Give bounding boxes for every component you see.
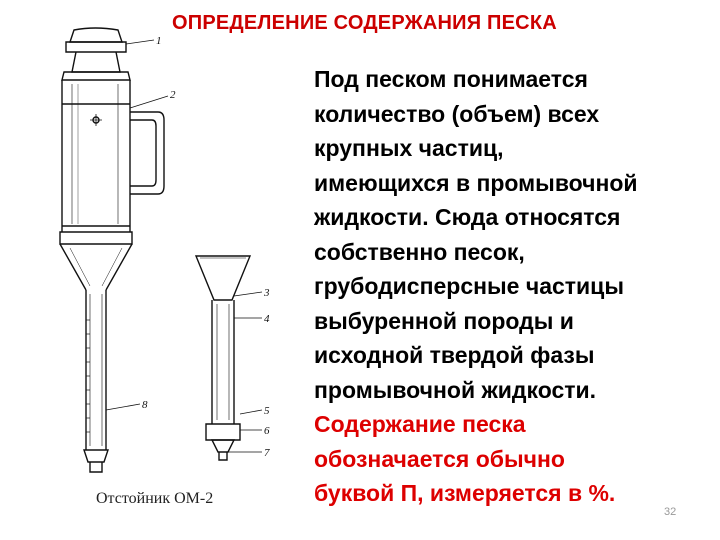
page-number: 32 bbox=[664, 506, 677, 518]
callout-2: 2 bbox=[170, 89, 176, 101]
callout-4: 4 bbox=[264, 313, 270, 325]
body-line: Под песком понимается bbox=[314, 66, 588, 92]
callout-1: 1 bbox=[156, 35, 162, 47]
body-line: грубодисперсные частицы bbox=[314, 273, 624, 299]
figure-caption: Отстойник ОМ-2 bbox=[96, 490, 214, 507]
body-line: имеющихся в промывочной bbox=[314, 169, 638, 196]
highlight-line: буквой П, измеряется в %. bbox=[314, 480, 616, 506]
body-line: собственно песок, bbox=[314, 238, 525, 265]
body-line: выбуренной породы и bbox=[314, 307, 574, 334]
callout-7: 7 bbox=[264, 447, 270, 459]
slide-title: ОПРЕДЕЛЕНИЕ СОДЕРЖАНИЯ ПЕСКА bbox=[172, 12, 557, 34]
body-line: количество (объем) всех bbox=[314, 100, 600, 127]
body-line: жидкости. Сюда относятся bbox=[314, 204, 621, 230]
callout-8: 8 bbox=[142, 399, 148, 411]
highlight-line: обозначается обычно bbox=[314, 445, 565, 472]
body-line: крупных частиц, bbox=[314, 135, 504, 161]
highlight-line: Содержание песка bbox=[314, 411, 526, 437]
body-text bbox=[314, 62, 714, 511]
sand-settler-diagram bbox=[0, 0, 310, 540]
callout-3: 3 bbox=[264, 287, 270, 299]
body-line: промывочной жидкости. bbox=[314, 376, 597, 403]
callout-6: 6 bbox=[264, 425, 270, 437]
body-line: исходной твердой фазы bbox=[314, 342, 595, 368]
callout-5: 5 bbox=[264, 405, 270, 417]
